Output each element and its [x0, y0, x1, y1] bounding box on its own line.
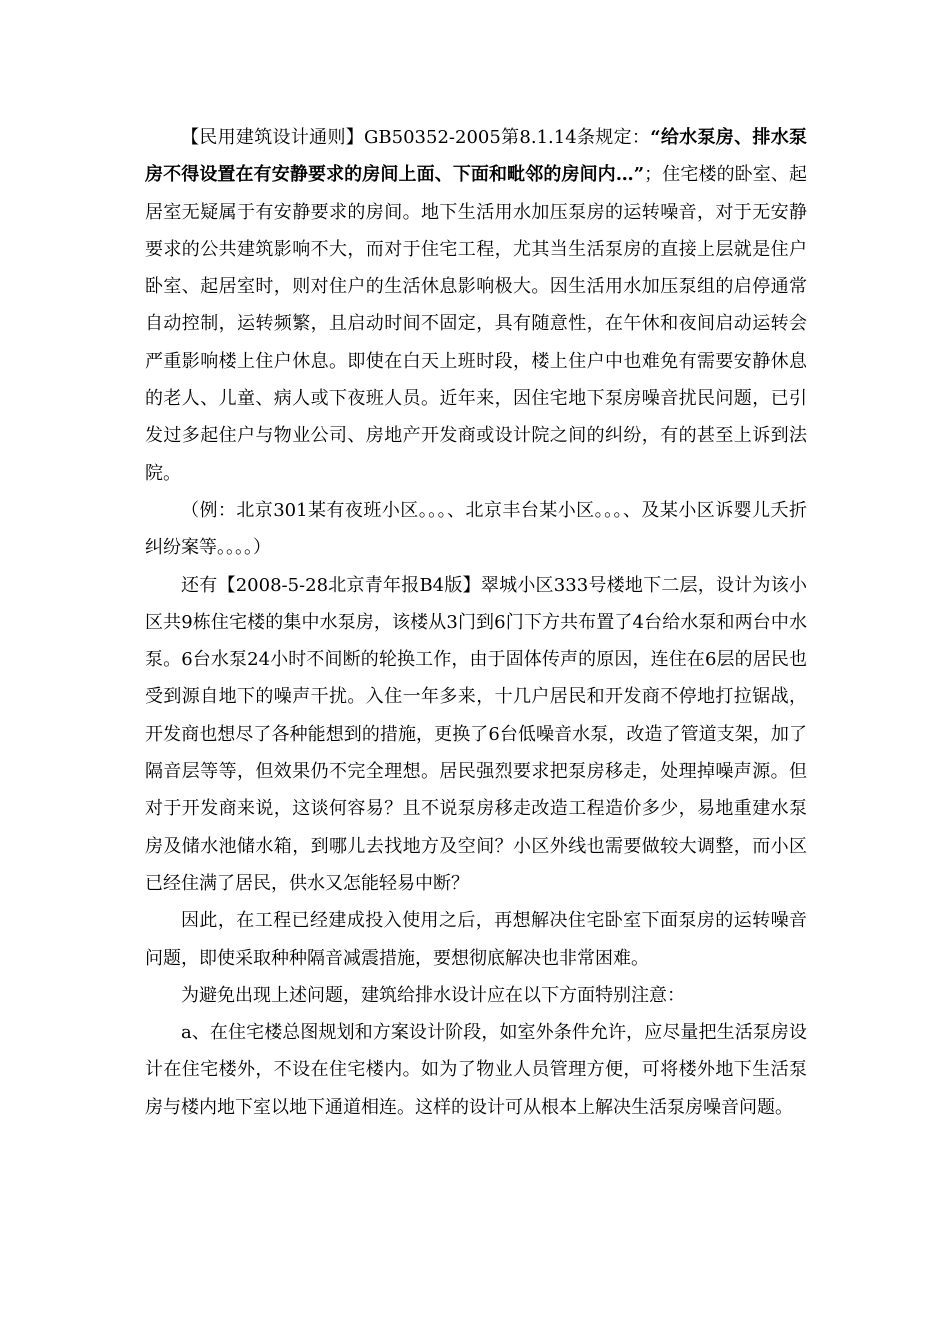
- regulation-citation: 【民用建筑设计通则】GB50352-2005第8.1.14条规定：: [181, 127, 651, 148]
- regulation-discussion: ；住宅楼的卧室、起居室无疑属于有安静要求的房间。地下生活用水加压泵房的运转噪音，对于无安静要求的公共建筑影响不大，而对于住宅工程，尤其当生活泵房的直接上层就是住户卧室、起居室时，则对住户的生活休息影响极大。因生活用水加压泵组的启停通常自动控制，运转频繁，且启动时间不固定，具有随意性，在午休和夜间启动运转会严重影响楼上住户休息。即使在白天上班时段，楼上住户中也难免有需要安静休息的老人、儿童、病人或下夜班人员。近年来，因住宅地下泵房噪音扰民问题，已引发过多起住户与物业公司、房地产开发商或设计院之间的纠纷，有的甚至上诉到法院。: [145, 164, 807, 484]
- regulation-quote: “给水泵房、排水泵房不得设置在有安静要求的房间上面、下面和毗邻的房间内…”: [145, 127, 807, 186]
- recommendation-intro-text: 为避免出现上述问题，建筑给排水设计应在以下方面特别注意：: [181, 984, 685, 1006]
- paragraph-recommendation-intro: [145, 977, 807, 1014]
- recommendation-a-text: a、在住宅楼总图规划和方案设计阶段，如室外条件允许，应尽量把生活泵房设计在住宅楼外，不设在住宅楼内。如为了物业人员管理方便，可将楼外地下生活泵房与楼内地下室以地下通道相连。这样的设计可从根本上解决生活泵房噪音问题。: [145, 1022, 807, 1118]
- paragraph-examples: [145, 492, 807, 567]
- examples-text: （例：北京301某有夜班小区。。。、北京丰台某小区。。。、及某小区诉婴儿夭折纠纷案等。。。。）: [145, 499, 807, 559]
- paragraph-news-case: [145, 567, 807, 903]
- paragraph-regulation: [145, 119, 807, 492]
- document-page: [145, 119, 807, 1126]
- news-case-text: 还有【2008-5-28北京青年报B4版】翠城小区333号楼地下二层，设计为该小区共9栋住宅楼的集中水泵房，该楼从3门到6门下方共布置了4台给水泵和两台中水泵。6台水泵24小时不间断的轮换工作，由于固体传声的原因，连住在6层的居民也受到源自地下的噪声干扰。入住一年多来，十几户居民和开发商不停地打拉锯战，开发商也想尽了各种能想到的措施，更换了6台低噪音水泵，改造了管道支架，加了隔音层等等，但效果仍不完全理想。居民强烈要求把泵房移走，处理掉噪声源。但对于开发商来说，这谈何容易？且不说泵房移走改造工程造价多少，易地重建水泵房及储水池储水箱，到哪儿去找地方及空间？小区外线也需要做较大调整，而小区已经住满了居民，供水又怎能轻易中断？: [145, 574, 807, 894]
- conclusion-text: 因此，在工程已经建成投入使用之后，再想解决住宅卧室下面泵房的运转噪音问题，即使采取种种隔音减震措施，要想彻底解决也非常困难。: [145, 910, 807, 969]
- paragraph-conclusion: [145, 902, 807, 977]
- paragraph-recommendation-a: [145, 1014, 807, 1126]
